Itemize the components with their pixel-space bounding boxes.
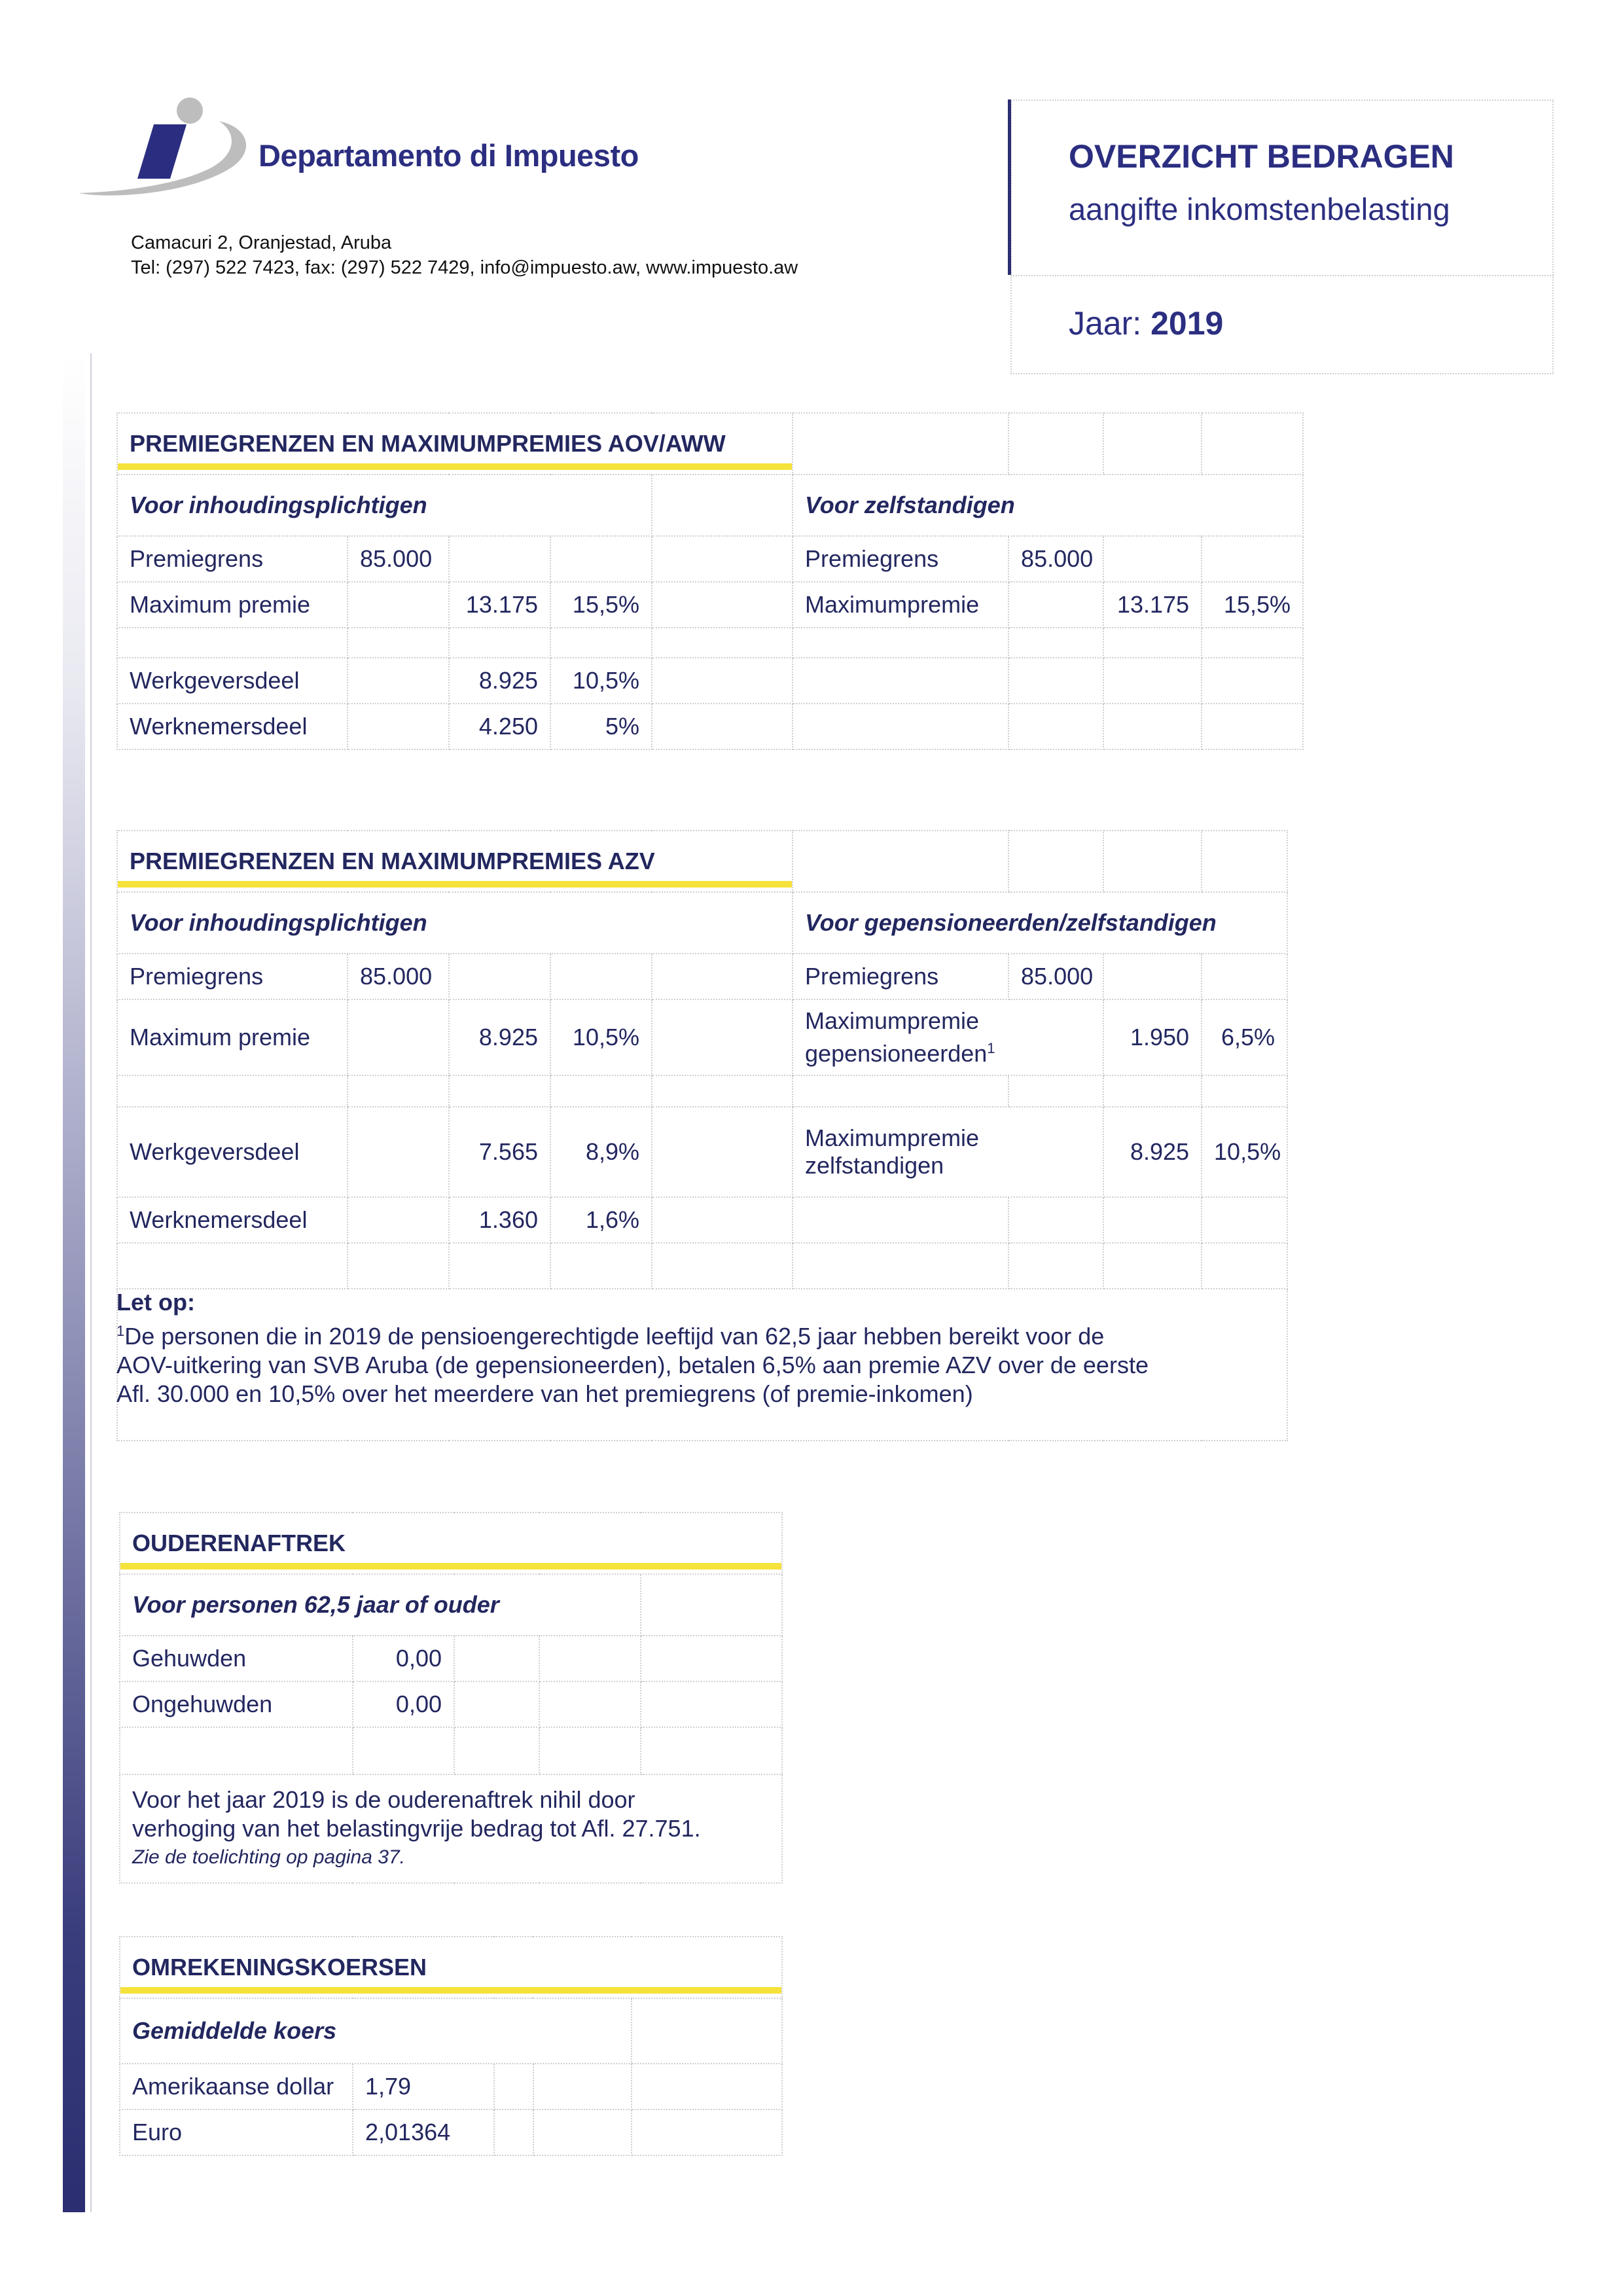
table-row [117, 704, 1303, 749]
header-accent-bar [1008, 99, 1011, 275]
row-label: Gehuwden [120, 1636, 353, 1681]
row-amount: 8.925 [449, 658, 550, 704]
row-value: 85.000 [348, 536, 449, 582]
table-row [117, 1197, 1287, 1243]
aov-left-subheading: Voor inhoudingsplichtigen [117, 475, 652, 536]
row-percentage: 10,5% [550, 658, 652, 704]
note-line: $^1$De personen die in 2019 de pensioengerechtigde leeftijd van 62,5 jaar hebben bereikt voor de [116, 1323, 1105, 1350]
row-percentage: 10,5% [1202, 1107, 1287, 1197]
footnote-mark: 1 [116, 1323, 125, 1339]
year-value: 2019 [1150, 305, 1224, 342]
row-label: Maximumpremie [793, 582, 1008, 628]
note-line: verhoging van het belastingvrije bedrag tot Afl. 27.751. [132, 1815, 701, 1842]
note-title: Let op: [116, 1289, 195, 1316]
row-percentage: 1,6% [550, 1197, 652, 1243]
row-amount: 7.565 [449, 1107, 550, 1197]
azv-section-title: PREMIEGRENZEN EN MAXIMUMPREMIES AZV [117, 831, 793, 892]
table-row [117, 658, 1303, 704]
aov-table [116, 412, 1304, 750]
row-amount: 8.925 [449, 999, 550, 1075]
footnote-mark: 1 [987, 1040, 995, 1056]
year-label-text: Jaar: [1069, 305, 1142, 342]
page-title: OVERZICHT BEDRAGEN [1069, 138, 1454, 175]
aov-section-title: PREMIEGRENZEN EN MAXIMUMPREMIES AOV/AWW [117, 413, 793, 475]
row-value: 85.000 [348, 954, 449, 999]
note-line: AOV-uitkering van SVB Aruba (de gepensioneerden), betalen 6,5% aan premie AZV over de eerste [116, 1352, 1149, 1378]
table-row [117, 1107, 1287, 1197]
row-label: Ongehuwden [120, 1681, 353, 1727]
row-label: Werknemersdeel [117, 704, 348, 749]
table-row [117, 582, 1303, 628]
aov-right-subheading: Voor zelfstandigen [793, 475, 1303, 536]
row-percentage: 10,5% [550, 999, 652, 1075]
row-percentage: 8,9% [550, 1107, 652, 1197]
azv-left-subheading: Voor inhoudingsplichtigen [117, 892, 793, 954]
note-line: Afl. 30.000 en 10,5% over het meerdere van het premiegrens (of premie-inkomen) [116, 1380, 973, 1407]
row-label: Maximumpremie zelfstandigen [793, 1107, 1103, 1197]
organisation-name: Departamento di Impuesto [259, 138, 639, 173]
table-row [117, 536, 1303, 582]
title-underline [120, 1563, 781, 1570]
row-label: Premiegrens [793, 954, 1008, 999]
row-label: Werknemersdeel [117, 1197, 348, 1243]
title-underline [120, 1987, 781, 1994]
row-amount: 13.175 [449, 582, 550, 628]
side-gradient-bar [63, 353, 85, 2212]
title-underline [118, 881, 792, 888]
side-divider-line [90, 353, 92, 2212]
row-label: Premiegrens [793, 536, 1008, 582]
note-line: Voor het jaar 2019 is de ouderenaftrek nihil door [132, 1786, 635, 1813]
ouderen-section-title: OUDERENAFTREK [120, 1513, 782, 1574]
row-label: Amerikaanse dollar [120, 2064, 353, 2109]
table-row [120, 1636, 782, 1681]
table-row [117, 954, 1287, 999]
row-label: Maximum premie [117, 582, 348, 628]
row-value: 85.000 [1008, 954, 1103, 999]
departamento-logo-icon [75, 95, 252, 203]
azv-right-subheading: Voor gepensioneerden/zelfstandigen [793, 892, 1287, 954]
row-amount: 1.950 [1103, 999, 1202, 1075]
row-percentage: 5% [550, 704, 652, 749]
title-underline [118, 463, 792, 470]
table-row [120, 2109, 782, 2155]
ouderen-note [120, 1774, 782, 1883]
row-label: Premiegrens [117, 536, 348, 582]
row-value: 2,01364 [353, 2109, 494, 2155]
row-value: 0,00 [353, 1636, 454, 1681]
row-value: 85.000 [1008, 536, 1103, 582]
table-row [117, 999, 1287, 1075]
row-label: Werkgeversdeel [117, 658, 348, 704]
koersen-section-title: OMREKENINGSKOERSEN [120, 1937, 782, 1998]
row-value: 0,00 [353, 1681, 454, 1727]
row-amount: 8.925 [1103, 1107, 1202, 1197]
ouderen-subheading: Voor personen 62,5 jaar of ouder [120, 1574, 641, 1636]
row-value: 1,79 [353, 2064, 494, 2109]
row-percentage: 6,5% [1202, 999, 1287, 1075]
year-label [1069, 304, 1223, 342]
contact-line: Tel: (297) 522 7423, fax: (297) 522 7429, info@impuesto.aw, www.impuesto.aw [131, 257, 798, 278]
table-row [120, 1681, 782, 1727]
row-label: Maximum premie [117, 999, 348, 1075]
row-amount: 1.360 [449, 1197, 550, 1243]
note-reference: Zie de toelichting op pagina 37. [132, 1846, 405, 1868]
koersen-subheading: Gemiddelde koers [120, 1998, 632, 2064]
row-label: Euro [120, 2109, 353, 2155]
row-label: Werkgeversdeel [117, 1107, 348, 1197]
ouderenaftrek-table [119, 1512, 783, 1884]
row-label: Maximumpremie gepensioneerden$^1$ [793, 999, 1103, 1075]
row-amount: 13.175 [1103, 582, 1202, 628]
header-divider [1010, 275, 1554, 276]
row-percentage: 15,5% [550, 582, 652, 628]
azv-note [116, 1288, 1281, 1408]
address-line: Camacuri 2, Oranjestad, Aruba [131, 232, 392, 253]
table-row [120, 2064, 782, 2109]
koersen-table [119, 1936, 783, 2156]
page-subtitle: aangifte inkomstenbelasting [1069, 192, 1450, 226]
row-amount: 4.250 [449, 704, 550, 749]
row-percentage: 15,5% [1202, 582, 1303, 628]
row-label: Premiegrens [117, 954, 348, 999]
